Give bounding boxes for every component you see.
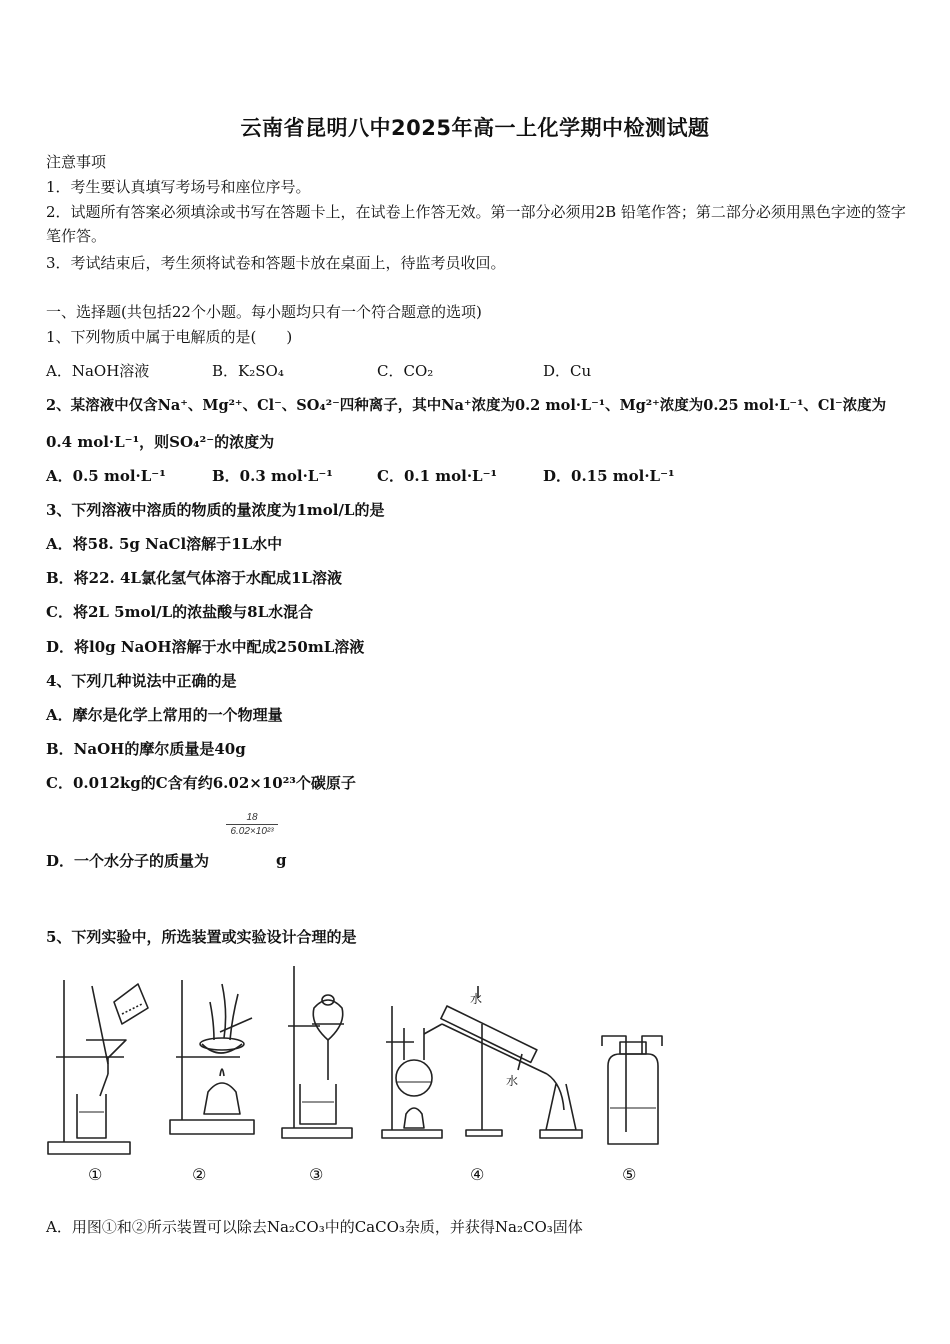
q3-option-c: C．将2L 5mol/L的浓盐酸与8L水混合 [46, 603, 314, 621]
figure-label-2: ② [192, 1165, 207, 1184]
q1-option-c: C．CO₂ [377, 362, 434, 380]
apparatus-4-distillation [382, 986, 582, 1138]
q5-option-a: A．用图①和②所示装置可以除去Na₂CO₃中的CaCO₃杂质，并获得Na₂CO₃固体 [46, 1218, 583, 1236]
q5-stem: 5、下列实验中，所选装置或实验设计合理的是 [46, 928, 357, 946]
q4-option-c: C．0.012kg的C含有约6.02×10²³个碳原子 [46, 774, 356, 792]
notice-item-3: 3．考试结束后，考生须将试卷和答题卡放在桌面上，待监考员收回。 [46, 254, 506, 272]
notice-heading: 注意事项 [46, 153, 107, 171]
page-title: 云南省昆明八中2025年高一上化学期中检测试题 [240, 116, 710, 140]
q2-stem-line1: 2、某溶液中仅含Na⁺、Mg²⁺、Cl⁻、SO₄²⁻四种离子，其中Na⁺浓度为0.2 mol·L⁻¹、Mg²⁺浓度为0.25 mol·L⁻¹、Cl⁻浓度为 [46, 397, 887, 414]
figure-label-3: ③ [309, 1165, 324, 1184]
figure-label-4: ④ [470, 1165, 485, 1184]
water-inlet-label: 水 [470, 992, 483, 1006]
apparatus-3-separatory-funnel [282, 966, 352, 1138]
water-outlet-label: 水 [506, 1074, 519, 1088]
q4-option-a: A．摩尔是化学上常用的一个物理量 [46, 706, 283, 724]
notice-item-2: 2．试题所有答案必须填涂或书写在答题卡上，在试卷上作答无效。第一部分必须用2B 铅笔作答；第二部分必须用黑色字迹的签字笔作答。 [46, 203, 906, 245]
q2-option-c: C．0.1 mol·L⁻¹ [377, 467, 498, 485]
figure-label-1: ① [88, 1165, 103, 1184]
q4-stem: 4、下列几种说法中正确的是 [46, 672, 237, 690]
q3-option-b: B．将22. 4L氯化氢气体溶于水配成1L溶液 [46, 569, 342, 587]
lab-apparatus-figure [42, 962, 682, 1194]
q1-stem: 1、下列物质中属于电解质的是( ) [46, 328, 293, 346]
q2-option-b: B．0.3 mol·L⁻¹ [212, 467, 333, 485]
apparatus-1-filtration [48, 980, 148, 1154]
q4-option-d-unit: g [276, 851, 287, 869]
q3-option-d: D．将l0g NaOH溶解于水中配成250mL溶液 [46, 638, 365, 656]
q3-stem: 3、下列溶液中溶质的物质的量浓度为1mol/L的是 [46, 501, 385, 519]
q4-option-d: D．一个水分子的质量为 [46, 852, 210, 870]
fraction-denominator: 6.02×10²³ [230, 826, 274, 837]
fraction-numerator: 18 [226, 812, 278, 825]
q1-option-d: D．Cu [543, 362, 592, 380]
notice-item-1: 1．考生要认真填写考场号和座位序号。 [46, 178, 311, 196]
q1-option-b: B．K₂SO₄ [212, 362, 284, 380]
section-heading: 一、选择题(共包括22个小题。每小题均只有一个符合题意的选项) [46, 303, 482, 321]
q4-option-b: B．NaOH的摩尔质量是40g [46, 740, 246, 758]
water-mass-fraction [222, 812, 282, 837]
q2-option-a: A．0.5 mol·L⁻¹ [46, 467, 166, 485]
figure-label-5: ⑤ [622, 1165, 637, 1184]
q2-stem-line2: 0.4 mol·L⁻¹，则SO₄²⁻的浓度为 [46, 433, 275, 451]
q1-option-a: A．NaOH溶液 [46, 362, 150, 380]
apparatus-5-gas-bottle [602, 1036, 662, 1144]
apparatus-2-evaporation [170, 980, 254, 1134]
q3-option-a: A．将58. 5g NaCl溶解于1L水中 [46, 535, 283, 553]
q2-option-d: D．0.15 mol·L⁻¹ [543, 467, 675, 485]
